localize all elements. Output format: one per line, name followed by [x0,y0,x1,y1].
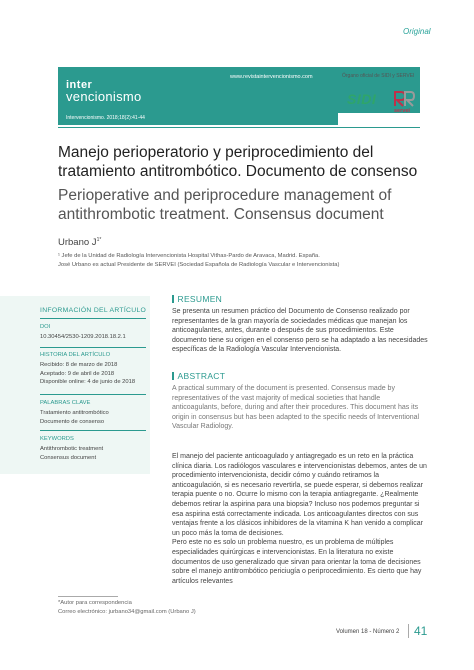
resumen-text: Se presenta un resumen práctico del Documento de Consenso realizado por representantes de la gran mayoría de sociedades médicas que manejan los anticoagulantes, antes, durante o después de sus procedimientos. Este documento tiene su origen en el consenso pero se ha adaptado a las necesidades específicas de la Radiología Vascular Intervencionista. [172,308,428,353]
doi-value[interactable]: 10.30454/2530-1209.2018.18.2.1 [40,334,126,340]
abstract-heading [172,371,225,381]
issue-label: Volumen 18 - Número 2 [336,629,400,635]
abstract-heading-text: ABSTRACT [177,371,226,381]
resumen-heading-text: RESUMEN [177,294,223,304]
affiliation-line: ¹ Jefe de la Unidad de Radiología Intervencionista Hospital Vithas-Pardo de Aravaca, Madrid. España. [58,253,320,259]
history-label: HISTORIA DEL ARTÍCULO [40,352,111,358]
article-info-heading: INFORMACIÓN DEL ARTÍCULO [40,307,147,314]
body-text [172,452,428,586]
keyword: Tratamiento antitrombótico [40,410,109,416]
keywords-es-label: PALABRAS CLAVE [40,400,91,406]
keywords-es [40,409,148,426]
panel-divider [40,430,146,431]
title-english: Perioperative and periprocedure management of antithrombotic treatment. Consensus document [58,187,392,223]
article-info-panel [0,296,150,474]
author-name: Urbano J [58,237,97,249]
keyword: Documento de consenso [40,418,105,425]
body-paragraph: Pero este no es solo un problema nuestro, es un problema de múltiples especialidades quirúrgicas e intervencionistas. En la literatura no existe documentos de uso generalizado que sirvan para orientar la toma de decisiones sobre el manejo antitrombótico periciugía o periprocedimiento. Es cierto que hay artículos relevantes [172,539,422,585]
author-marks: 1* [96,237,102,243]
keyword: Antithrombotic treatment [40,446,104,452]
journal-logo-line1: inter [66,79,93,91]
footnote [58,599,196,616]
accepted-date: Aceptado: 9 de abril de 2018 [40,370,115,377]
author [58,237,101,248]
affiliation-line: José Urbano es actual Presidente de SERVEI (Sociedad Española de Radiología Vascular e Intervencionista) [58,262,340,268]
heading-bar [172,295,174,303]
page-number: 41 [414,624,428,638]
panel-divider [40,347,146,348]
journal-logo-line2: vencionismo [66,89,142,104]
servei-wordmark: servei [394,108,410,114]
footnote-divider [58,596,118,597]
servei-logo-icon [393,90,415,108]
footer-divider [408,624,409,638]
header-divider [58,127,420,128]
received-date: Recibido: 8 de marzo de 2018 [40,362,118,368]
journal-url[interactable]: www.revistaintervencionismo.com [230,74,313,80]
resumen-heading [172,294,222,304]
affiliation [58,252,420,270]
doi-label: DOI [40,324,51,330]
keyword: Consensus document [40,454,97,461]
footnote-line: *Autor para correspondencia [58,600,132,606]
heading-bar [172,372,174,380]
panel-divider [40,318,146,319]
online-date: Disponible online: 4 de junio de 2018 [40,379,136,385]
abstract-text: A practical summary of the document is presented. Consensus made by representatives of the vast majority of medical societies that handle anticoagulants, before, during and after their procedures. This document has its origin in consensus but has been adapted to the specific needs of Interventional Vascular Radiology. [172,385,420,430]
keywords-en-label: KEYWORDS [40,436,74,442]
title-spanish: Manejo perioperatorio y periprocedimiento del tratamiento antitrombótico. Documento de consenso [58,144,418,180]
section-tag: Original [403,27,431,36]
footnote-email[interactable]: Correo electrónico: jurbano34@gmail.com (Urbano J) [58,608,196,615]
organ-label: Órgano oficial de SIDI y SERVEI [342,73,415,79]
body-paragraph: El manejo del paciente anticoagulado y antiagregado es un reto en la práctica clínica diaria. Los radiólogos vasculares e intervencionistas debemos, antes de un procedimiento intervencionista, decidir cómo y cuándo retiramos la anticoagulación, si es necesario revertirla, se puede esperar, si debemos realizar terapia puente o no. Ocurre lo mismo con la terapia antiagregante. ¿Realmente debemos retirar la aspirina para una biopsia? Incluso nos podemos preguntar si esa aspirina está correctamente indicada. Los anticoagulantes directos con sus ventajas frente a los clásicos inhibidores de la vitamina K han venido a complicar un poco más la toma de decisiones. [172,453,427,537]
panel-divider [40,394,146,395]
history-values [40,361,148,387]
keywords-en [40,445,148,462]
sidi-logo: SIDI [347,91,377,107]
citation: Intervencionismo. 2018;18(2):41-44 [66,115,145,121]
